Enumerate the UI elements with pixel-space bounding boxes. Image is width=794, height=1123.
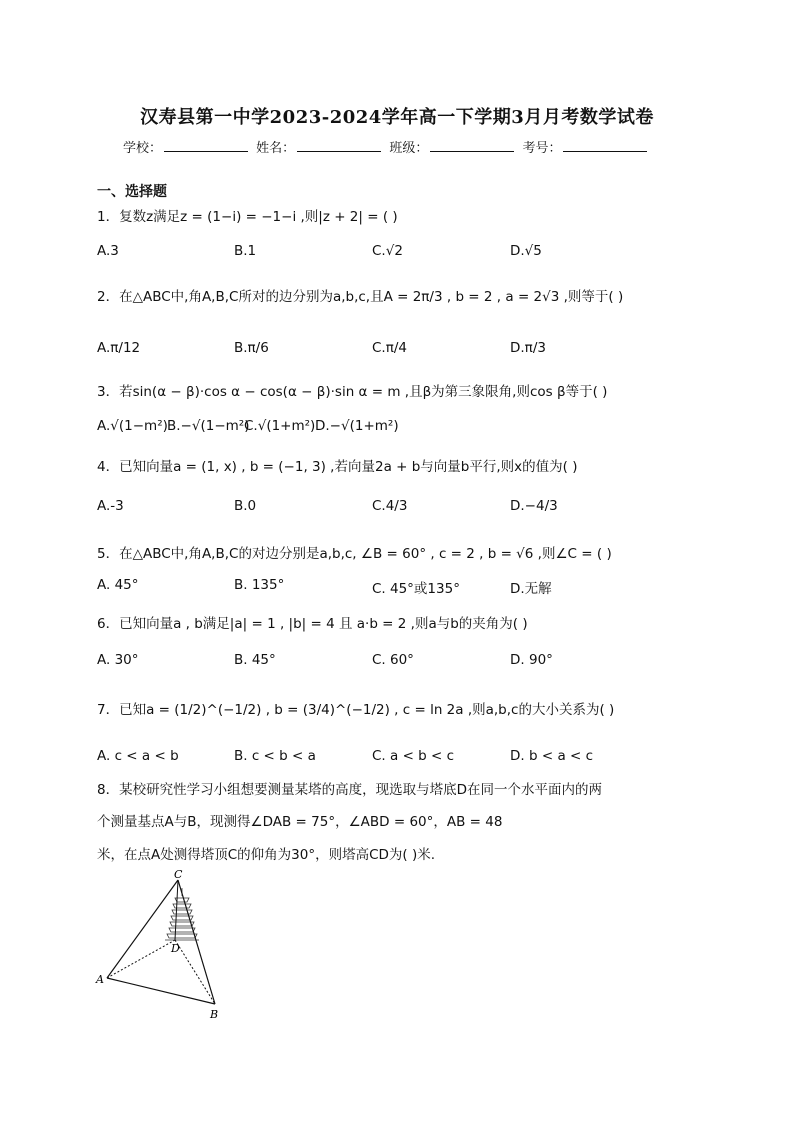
q4-option-a: A.-3 bbox=[97, 498, 124, 514]
tower-triangle-figure bbox=[95, 868, 235, 1023]
q6-option-b: B. 45° bbox=[234, 652, 276, 668]
q4-option-c: C.4/3 bbox=[372, 498, 408, 514]
label-b: B bbox=[210, 1008, 219, 1021]
q2-option-b: B.π/6 bbox=[234, 340, 269, 356]
q4-option-d: D.−4/3 bbox=[510, 498, 558, 514]
question-8-line-3: 米，在点A处测得塔顶C的仰角为30°，则塔高CD为( )米. bbox=[97, 847, 436, 863]
name-blank bbox=[297, 139, 381, 152]
edge-ad bbox=[107, 940, 175, 978]
question-6-stem: 6．已知向量a , b满足|a| = 1 , |b| = 4 且 a·b = 2 ,则a与b的夹角为( ) bbox=[97, 616, 528, 632]
edge-cb bbox=[178, 880, 215, 1004]
exam-no-blank bbox=[563, 139, 647, 152]
question-2-stem: 2．在△ABC中,角A,B,C所对的边分别为a,b,c,且A = 2π/3 , b = 2 , a = 2√3 ,则等于( ) bbox=[97, 289, 624, 305]
q3-option-a: A.√(1−m²) bbox=[97, 418, 168, 434]
label-c: C bbox=[174, 868, 183, 881]
q1-option-c: C.√2 bbox=[372, 243, 403, 259]
class-label: 班级： bbox=[389, 141, 429, 156]
edge-db bbox=[175, 940, 215, 1004]
q6-option-a: A. 30° bbox=[97, 652, 139, 668]
q3-option-c: C.√(1+m²) bbox=[244, 418, 316, 434]
label-d: D bbox=[171, 942, 180, 955]
label-a: A bbox=[96, 973, 104, 986]
school-blank bbox=[164, 139, 248, 152]
q2-option-c: C.π/4 bbox=[372, 340, 407, 356]
q5-option-b: B. 135° bbox=[234, 577, 285, 593]
class-blank bbox=[430, 139, 514, 152]
question-7-stem: 7．已知a = (1/2)^(−1/2) , b = (3/4)^(−1/2) , c = ln 2a ,则a,b,c的大小关系为( ) bbox=[97, 702, 615, 718]
q6-option-c: C. 60° bbox=[372, 652, 414, 668]
question-4-stem: 4．已知向量a = (1, x) , b = (−1, 3) ,若向量2a + b与向量b平行,则x的值为( ) bbox=[97, 459, 578, 475]
question-1-stem: 1．复数z满足z = (1−i) = −1−i ,则|z + 2| = ( ) bbox=[97, 209, 398, 225]
question-8-line-1: 8．某校研究性学习小组想要测量某塔的高度，现选取与塔底D在同一个水平面内的两 bbox=[97, 782, 602, 798]
q5-option-d: D.无解 bbox=[510, 581, 552, 597]
q7-option-d: D. b < a < c bbox=[510, 748, 594, 764]
edge-ac bbox=[107, 880, 178, 978]
q3-option-b: B.−√(1−m²) bbox=[167, 418, 250, 434]
q1-option-d: D.√5 bbox=[510, 243, 542, 259]
school-label: 学校： bbox=[123, 141, 163, 156]
question-8-line-2: 个测量基点A与B，现测得∠DAB = 75°，∠ABD = 60°，AB = 48 bbox=[97, 814, 503, 830]
q2-option-a: A.π/12 bbox=[97, 340, 141, 356]
student-info-row bbox=[123, 137, 651, 156]
section-heading: 一、选择题 bbox=[97, 184, 167, 200]
question-3-stem: 3．若sin(α − β)·cos α − cos(α − β)·sin α = m ,且β为第三象限角,则cos β等于( ) bbox=[97, 384, 608, 400]
page-title: 汉寿县第一中学2023-2024学年高一下学期3月月考数学试卷 bbox=[140, 107, 654, 128]
exam-no-label: 考号： bbox=[522, 141, 562, 156]
q5-option-c: C. 45°或135° bbox=[372, 581, 460, 597]
q7-option-a: A. c < a < b bbox=[97, 748, 179, 764]
q5-option-a: A. 45° bbox=[97, 577, 139, 593]
name-label: 姓名： bbox=[256, 141, 296, 156]
edge-ab bbox=[107, 978, 215, 1004]
q1-option-a: A.3 bbox=[97, 243, 119, 259]
q4-option-b: B.0 bbox=[234, 498, 257, 514]
q7-option-c: C. a < b < c bbox=[372, 748, 455, 764]
q6-option-d: D. 90° bbox=[510, 652, 553, 668]
q3-option-d: D.−√(1+m²) bbox=[315, 418, 399, 434]
q7-option-b: B. c < b < a bbox=[234, 748, 316, 764]
q1-option-b: B.1 bbox=[234, 243, 257, 259]
q2-option-d: D.π/3 bbox=[510, 340, 546, 356]
question-5-stem: 5．在△ABC中,角A,B,C的对边分别是a,b,c, ∠B = 60° , c = 2 , b = √6 ,则∠C = ( ) bbox=[97, 546, 612, 562]
